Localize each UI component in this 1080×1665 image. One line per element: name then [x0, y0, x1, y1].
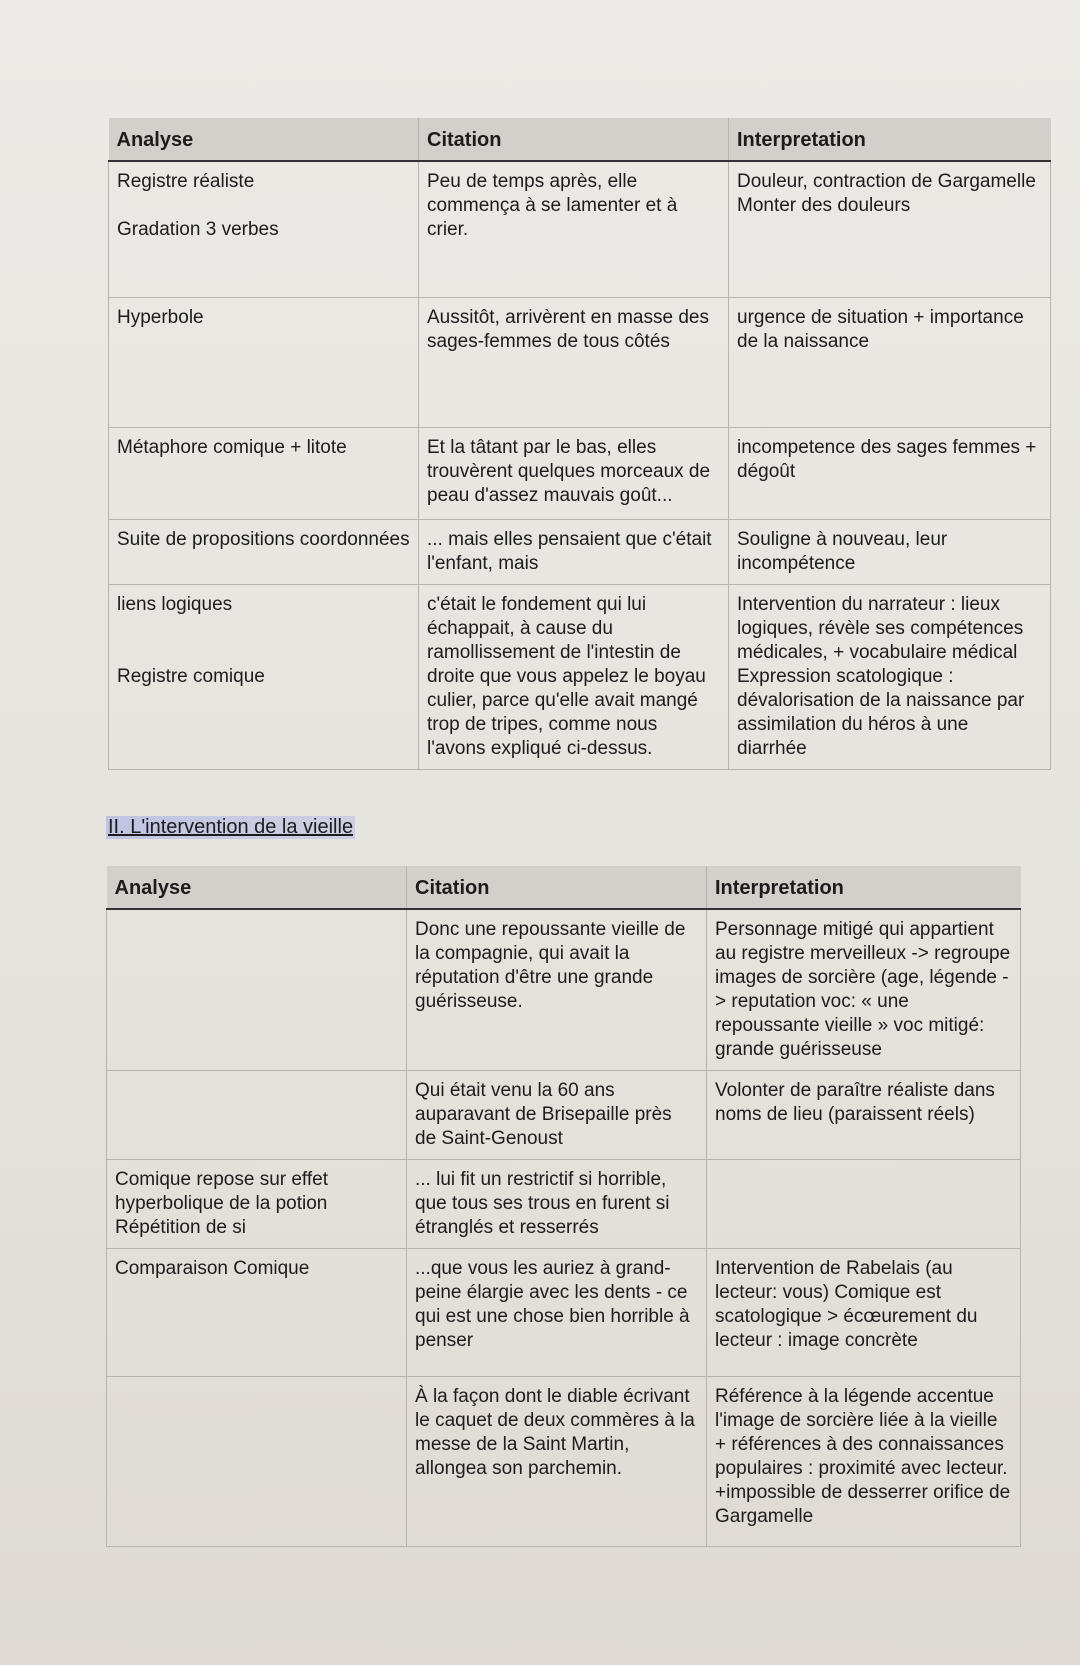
citation-cell: Peu de temps après, elle commença à se lamenter et à crier.: [419, 161, 729, 297]
table-header-row: [107, 866, 1021, 909]
table-row: [107, 1160, 1021, 1249]
analyse-cell: [109, 584, 419, 769]
interpretation-cell: incompetence des sages femmes + dégoût: [729, 427, 1051, 519]
citation-cell: À la façon dont le diable écrivant le caquet de deux commères à la messe de la Saint Martin, allongea son parchemin.: [407, 1377, 707, 1547]
interpretation-cell: Intervention du narrateur : lieux logiques, révèle ses compétences médicales, + vocabulaire médical Expression scatologique : dévalorisation de la naissance par assimilation du héros à une diarrhée: [729, 584, 1051, 769]
table-row: [109, 584, 1051, 769]
citation-cell: Aussitôt, arrivèrent en masse des sages-femmes de tous côtés: [419, 297, 729, 427]
analyse-label: Gradation 3 verbes: [117, 219, 279, 240]
table-row: [107, 909, 1021, 1071]
header-interpretation: Interpretation: [707, 866, 1021, 909]
analyse-label: liens logiques: [117, 593, 233, 615]
interpretation-cell: Intervention de Rabelais (au lecteur: vous) Comique est scatologique > écœurement du lecteur : image concrète: [707, 1249, 1021, 1377]
citation-cell: Et la tâtant par le bas, elles trouvèrent quelques morceaux de peau d'assez mauvais goût...: [419, 427, 729, 519]
analyse-cell: [109, 161, 419, 297]
analyse-cell: Comique repose sur effet hyperbolique de la potion Répétition de si: [107, 1160, 407, 1249]
analyse-cell: [107, 1071, 407, 1160]
analyse-cell: [107, 1377, 407, 1547]
analyse-cell: [109, 297, 419, 427]
citation-cell: ... mais elles pensaient que c'était l'enfant, mais: [419, 519, 729, 584]
citation-cell: Qui était venu la 60 ans auparavant de Brisepaille près de Saint-Genoust: [407, 1071, 707, 1160]
table-row: [109, 297, 1051, 427]
table-row: [107, 1071, 1021, 1160]
header-interpretation: Interpretation: [729, 118, 1051, 161]
analyse-label: Métaphore comique + litote: [117, 436, 347, 458]
interpretation-cell: Douleur, contraction de Gargamelle Monter des douleurs: [729, 161, 1051, 297]
interpretation-cell: Souligne à nouveau, leur incompétence: [729, 519, 1051, 584]
header-analyse: Analyse: [107, 866, 407, 909]
interpretation-cell: urgence de situation + importance de la naissance: [729, 297, 1051, 427]
interpretation-cell: [707, 1160, 1021, 1249]
header-citation: Citation: [407, 866, 707, 909]
table-header-row: [109, 118, 1051, 161]
table-row: [107, 1377, 1021, 1547]
analyse-label: Registre réaliste: [117, 171, 255, 192]
interpretation-cell: Volonter de paraître réaliste dans noms de lieu (paraissent réels): [707, 1071, 1021, 1160]
section-2-heading: II. L'intervention de la vieille: [108, 816, 354, 838]
citation-cell: ... lui fit un restrictif si horrible, que tous ses trous en furent si étranglés et resserrés: [407, 1160, 707, 1249]
table-row: [107, 1249, 1021, 1377]
citation-cell: Donc une repoussante vieille de la compagnie, qui avait la réputation d'être une grande guérisseuse.: [407, 909, 707, 1071]
table-row: [109, 519, 1051, 584]
interpretation-cell: Référence à la légende accentue l'image de sorcière liée à la vieille + références à des connaissances populaires : proximité avec lecteur. +impossible de desserrer orifice de Gargamelle: [707, 1377, 1021, 1547]
table-row: [109, 427, 1051, 519]
interpretation-cell: Personnage mitigé qui appartient au registre merveilleux -> regroupe images de sorcière (age, légende -> reputation voc: « une repoussante vieille » voc mitigé: grande guérisseuse: [707, 909, 1021, 1071]
analyse-label: Registre comique: [117, 665, 265, 687]
analyse-cell: [109, 427, 419, 519]
analyse-cell: [109, 519, 419, 584]
analyse-cell: [107, 909, 407, 1071]
analyse-label: Hyperbole: [117, 306, 204, 328]
header-citation: Citation: [419, 118, 729, 161]
analysis-table-1: [108, 118, 1051, 770]
analysis-table-2: [106, 866, 1021, 1547]
citation-cell: c'était le fondement qui lui échappait, à cause du ramollissement de l'intestin de droite que vous appelez le boyau culier, parce qu'elle avait mangé trop de tripes, comme nous l'avons expliqué ci-dessus.: [419, 584, 729, 769]
citation-cell: ...que vous les auriez à grand-peine élargie avec les dents - ce qui est une chose bien horrible à penser: [407, 1249, 707, 1377]
analyse-cell: Comparaison Comique: [107, 1249, 407, 1377]
analyse-label: Suite de propositions coordonnées: [117, 528, 410, 550]
header-analyse: Analyse: [109, 118, 419, 161]
table-row: [109, 161, 1051, 297]
